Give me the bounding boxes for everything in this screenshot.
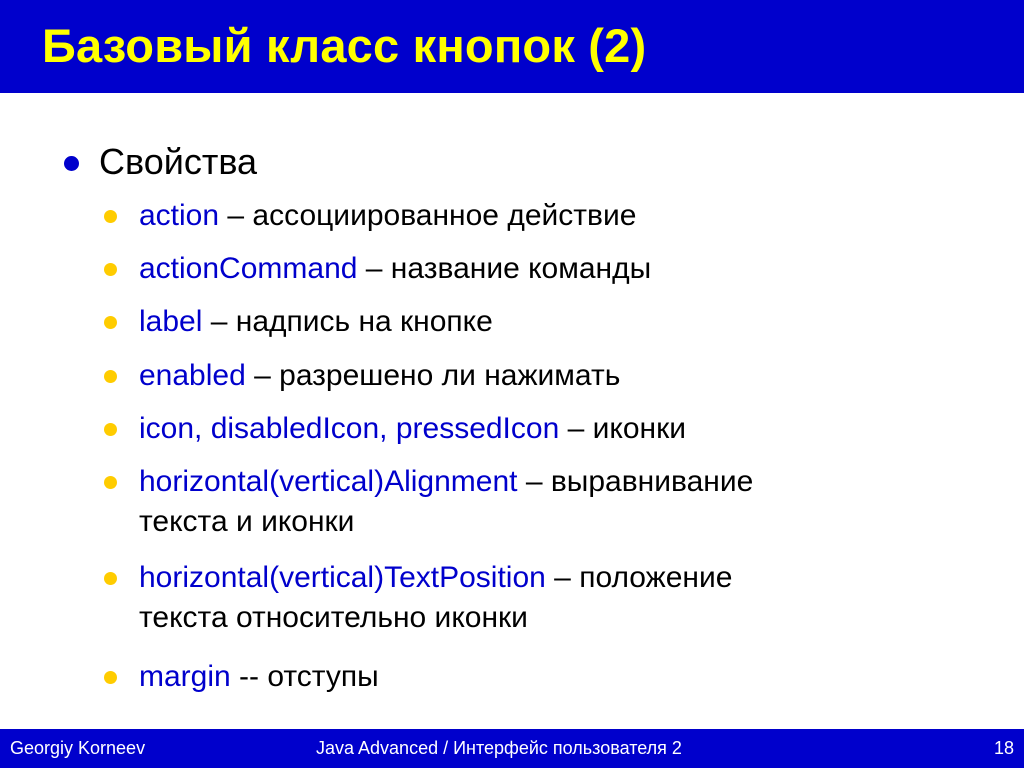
property-name: label (139, 305, 203, 338)
property-name: icon, disabledIcon, pressedIcon (139, 412, 560, 445)
property-description: – надпись на кнопке (202, 305, 493, 338)
bullet-icon (104, 423, 117, 436)
bullet-icon (104, 671, 117, 684)
property-description-continued: текста относительно иконки (139, 601, 528, 634)
property-line (139, 196, 636, 236)
property-name: enabled (139, 359, 246, 392)
property-description: – иконки (559, 412, 686, 445)
property-line (139, 302, 493, 342)
property-name: horizontal(vertical)TextPosition (139, 561, 546, 594)
bullet-icon (104, 316, 117, 329)
bullet-icon (104, 476, 117, 489)
property-description: – разрешено ли нажимать (245, 359, 621, 392)
footer-bar (0, 729, 1024, 768)
property-name: action (139, 199, 220, 232)
bullet-icon (104, 210, 117, 223)
page-number: 18 (993, 738, 1014, 758)
property-description: – название команды (357, 252, 652, 285)
property-description-continued: текста и иконки (139, 505, 355, 538)
property-description: -- отступы (230, 660, 379, 693)
footer-course: Java Advanced / Интерфейс пользователя 2 (316, 738, 682, 758)
slide-title: Базовый класс кнопок (2) (42, 19, 647, 72)
property-description: – ассоциированное действие (219, 199, 637, 232)
property-name: actionCommand (139, 252, 358, 285)
property-description: – выравнивание (517, 465, 754, 498)
property-name: horizontal(vertical)Alignment (139, 465, 518, 498)
property-line (139, 356, 620, 396)
property-description: – положение (545, 561, 733, 594)
bullet-icon (104, 370, 117, 383)
property-line (139, 558, 732, 598)
property-line (139, 657, 379, 697)
property-line (139, 409, 686, 449)
bullet-icon (104, 572, 117, 585)
property-line (139, 249, 651, 289)
footer-author: Georgiy Korneev (10, 738, 146, 758)
property-line (139, 462, 753, 502)
section-label: Свойства (99, 141, 258, 182)
bullet-icon (104, 263, 117, 276)
property-name: margin (139, 660, 231, 693)
section-item (64, 140, 257, 184)
bullet-icon (64, 156, 79, 171)
